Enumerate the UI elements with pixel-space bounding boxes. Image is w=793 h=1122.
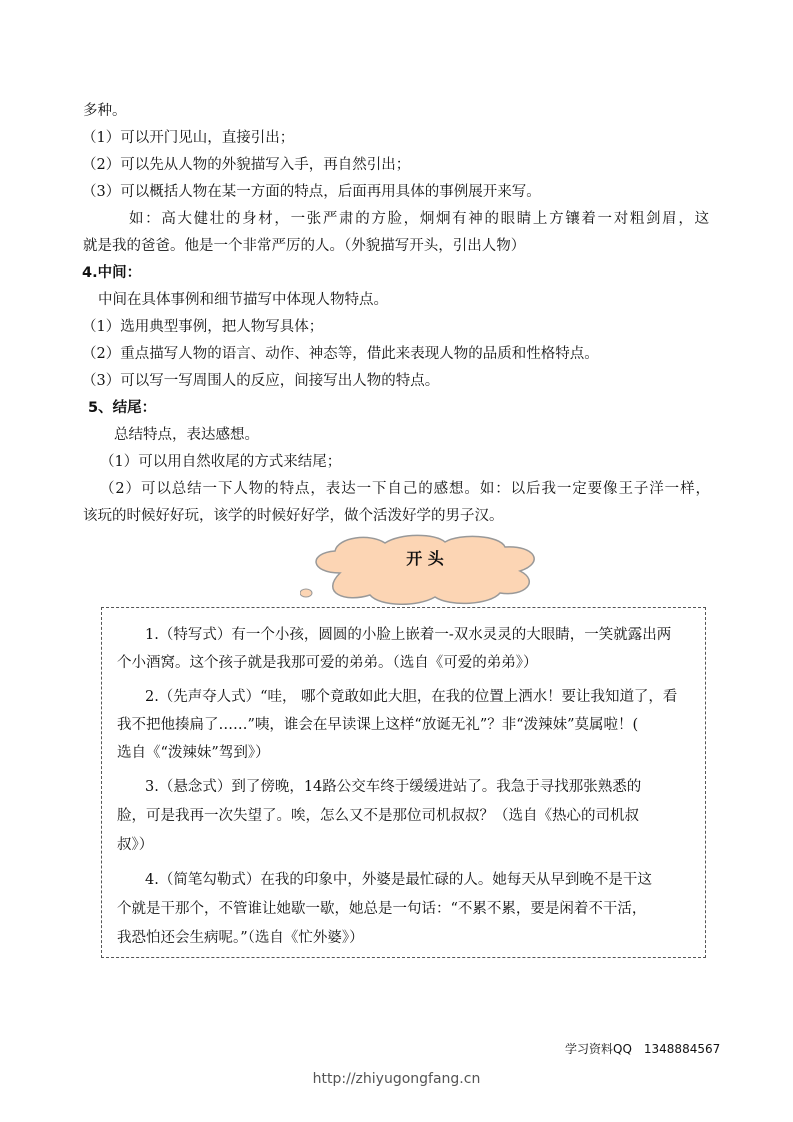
box-line: 3.（悬念式）到了傍晚，14路公交车终于缓缓进站了。我急于寻找那张熟悉的 xyxy=(145,779,642,795)
box-line: 脸，可是我再一次失望了。唉，怎么又不是那位司机叔叔？（选自《热心的司机叔 xyxy=(117,808,639,824)
footer-url[interactable]: http://zhiyugongfang.cn xyxy=(312,1071,481,1087)
text-line: （3）可以概括人物在某一方面的特点，后面再用具体的事例展开来写。 xyxy=(82,184,541,200)
text-line: 就是我的爸爸。他是一个非常严厉的人。（外貌描写开头，引出人物） xyxy=(83,238,526,254)
box-line: 个小酒窝。这个孩子就是我那可爱的弟弟。（选自《可爱的弟弟》） xyxy=(117,655,538,671)
box-line: 我恐怕还会生病呢。”（选自《忙外婆》） xyxy=(117,930,364,946)
section-heading: 5、结尾： xyxy=(88,400,157,416)
section-heading: 4.中间： xyxy=(82,265,142,281)
text-line: 如：高大健壮的身材，一张严肃的方脸，炯炯有神的眼睛上方镶着一对粗剑眉，这 xyxy=(129,211,709,227)
footer-qq: 学习资料QQ 1348884567 xyxy=(565,1042,721,1056)
cloud-title: 开 头 xyxy=(406,549,444,568)
box-line: 个就是干那个，不管谁让她歇一歇，她总是一句话：“不累不累，要是闲着不干活， xyxy=(117,901,647,917)
text-line: （1）可以用自然收尾的方式来结尾； xyxy=(100,454,342,470)
box-line: 我不把他揍扁了……”咦，谁会在早读课上这样“放诞无礼”？非“泼辣妹”莫属啦！( xyxy=(117,717,639,733)
examples-box xyxy=(101,607,706,958)
text-line: 中间在具体事例和细节描写中体现人物特点。 xyxy=(98,292,388,308)
text-line: （1）可以开门见山，直接引出； xyxy=(82,130,295,146)
text-line: 多种。 xyxy=(83,103,127,119)
text-line: 总结特点，表达感想。 xyxy=(114,427,259,443)
text-line: （2）重点描写人物的语言、动作、神态等，借此来表现人物的品质和性格特点。 xyxy=(82,346,599,362)
cloud-tail-bubble xyxy=(300,589,312,597)
box-line: 4.（简笔勾勒式）在我的印象中，外婆是最忙碌的人。她每天从早到晚不是干这 xyxy=(145,872,652,888)
box-line: 2.（先声夺人式）“哇， 哪个竟敢如此大胆，在我的位置上洒水！要让我知道了，看 xyxy=(145,689,678,705)
text-line: （2）可以先从人物的外貌描写入手，再自然引出； xyxy=(82,157,411,173)
text-line: （2）可以总结一下人物的特点，表达一下自己的感想。如：以后我一定要像王子洋一样， xyxy=(100,481,710,497)
text-line: （1）选用典型事例，把人物写具体； xyxy=(82,319,324,335)
text-line: （3）可以写一写周围人的反应，间接写出人物的特点。 xyxy=(82,373,440,389)
box-line: 叔》） xyxy=(117,837,154,853)
text-line: 该玩的时候好好玩，该学的时候好好学，做个活泼好学的男子汉。 xyxy=(83,508,504,524)
box-line: 选自《“泼辣妹”驾到》） xyxy=(117,745,270,761)
box-line: 1.（特写式）有一个小孩，圆圆的小脸上嵌着一-双水灵灵的大眼睛，一笑就露出两 xyxy=(145,627,672,643)
